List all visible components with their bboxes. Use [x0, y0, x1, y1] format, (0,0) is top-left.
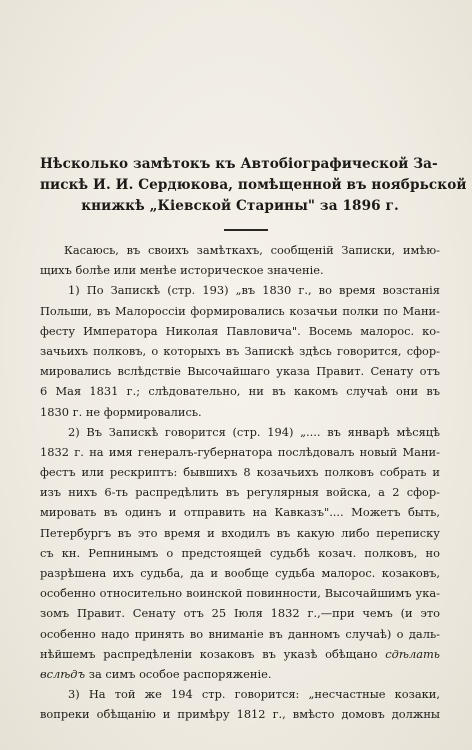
text-line: зомъ Правит. Сенату отъ 25 Іюля 1832 г.,—при чемъ (и это [40, 606, 440, 621]
text-line: съ кн. Репнинымъ о предстоящей судьбѣ козач. полковъ, но [40, 545, 440, 560]
text-line [40, 664, 440, 684]
text-line: 2) Въ Запискѣ говорится (стр. 194) „.... въ январѣ мѣсяцѣ [68, 424, 440, 439]
text-line: 3) На той же 194 стр. говорится: „несчастные козаки, [68, 687, 440, 702]
article-body [40, 240, 440, 725]
text-line: 6 Мая 1831 г.; слѣдовательно, ни въ какомъ случаѣ они въ [40, 384, 440, 399]
text-line: фестъ или рескриптъ: бывшихъ 8 козачьихъ полковъ собрать и [40, 465, 440, 480]
italic-word: сдѣлать [385, 646, 440, 661]
italic-word: вслѣдъ [40, 666, 86, 681]
text-line: изъ нихъ 6-ть распредѣлить въ регулярныя войска, а 2 сфор- [40, 485, 440, 500]
text-line: щихъ болѣе или менѣе историческое значеніе. [40, 263, 324, 278]
text-line: разрѣшена ихъ судьба, да и вообще судьба малорос. козаковъ, [40, 566, 440, 580]
text-line: 1832 г. на имя генералъ-губернатора послѣдовалъ новый Мани- [40, 444, 440, 459]
article-title [40, 154, 467, 217]
text-fragment: нѣйшемъ распредѣленіи козаковъ въ указѣ обѣщано [40, 646, 378, 661]
title-line-1: Нѣсколько замѣтокъ къ Автобіографической За- [40, 156, 438, 172]
title-line-2: пискѣ И. И. Сердюкова, помѣщенной въ ноябрьской [40, 177, 467, 193]
text-line-with-italic [40, 644, 440, 664]
title-divider [224, 229, 268, 231]
text-line: мировать въ одинъ и отправить на Кавказъ".... Можетъ быть, [40, 505, 440, 520]
text-line: мировались вслѣдствіе Высочайшаго указа Правит. Сенату отъ [40, 364, 440, 379]
text-line: Польши, въ Малороссіи формировались козачьи полки по Мани- [40, 303, 440, 318]
title-line-3: книжкѣ „Кіевской Старины" за 1896 г. [81, 198, 399, 214]
text-line: особенно относительно воинской повинности, Высочайшимъ ука- [40, 586, 440, 601]
text-line: зачьихъ полковъ, о которыхъ въ Запискѣ здѣсь говорится, сфор- [40, 343, 440, 358]
bleed-through-text [40, 4, 440, 18]
text-line: Касаюсь, въ своихъ замѣткахъ, сообщеній Записки, имѣю- [64, 243, 440, 257]
text-line: фесту Императора Николая Павловича". Восемь малорос. ко- [40, 323, 440, 338]
text-line: Петербургъ въ это время и входилъ въ какую либо переписку [40, 525, 440, 540]
text-line: вопреки обѣщанію и примѣру 1812 г., вмѣсто домовъ должны [40, 707, 440, 722]
text-fragment: за симъ особое распоряженіе. [85, 666, 272, 681]
text-line: особенно надо принять во вниманіе въ данномъ случаѣ) о даль- [40, 626, 440, 641]
text-line: 1830 г. не формировались. [40, 404, 202, 419]
text-line: 1) По Запискѣ (стр. 193) „въ 1830 г., во время возстанія [68, 283, 440, 298]
